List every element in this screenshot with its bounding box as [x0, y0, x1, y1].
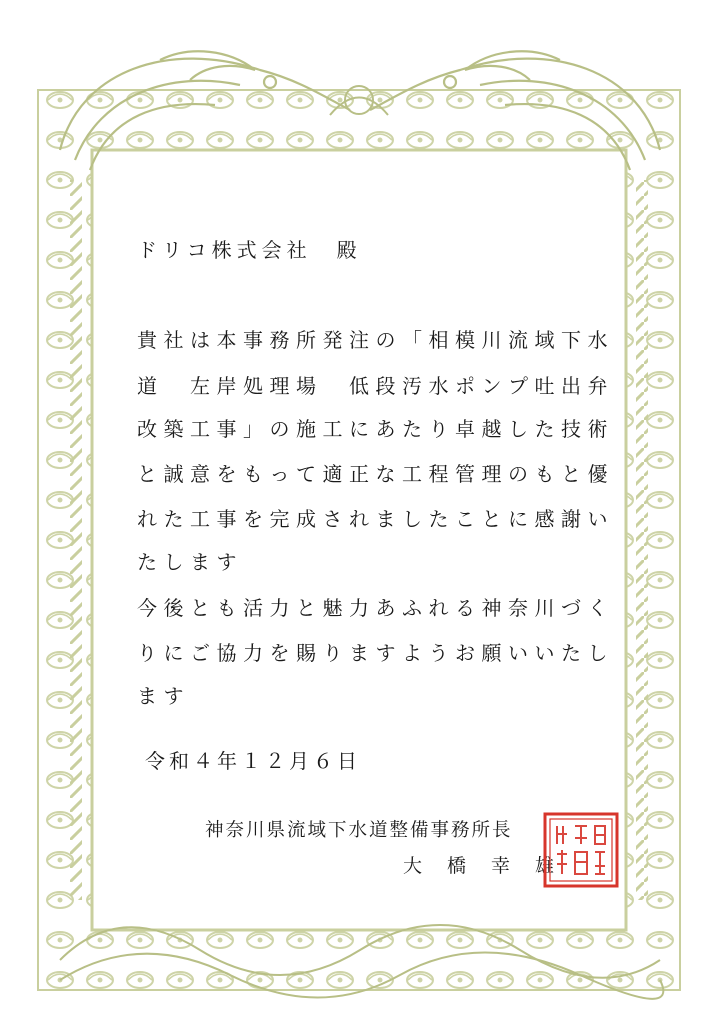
- issuer-organization: 神奈川県流域下水道整備事務所長: [205, 820, 513, 841]
- body-line: 道 左岸処理場 低段汚水ポンプ吐出弁: [137, 374, 614, 398]
- body-line: ます: [137, 684, 190, 708]
- body-line: と誠意をもって適正な工程管理のもと優: [137, 462, 614, 486]
- recipient: ドリコ株式会社 殿: [137, 238, 362, 262]
- issue-date: 令和４年１２月６日: [145, 749, 361, 773]
- official-seal: [543, 812, 619, 888]
- issuer-name: 大 橋 幸 雄: [403, 855, 558, 877]
- body-line: れた工事を完成されましたことに感謝い: [137, 507, 614, 531]
- body-line: たします: [137, 550, 243, 574]
- body-line: りにご協力を賜りますようお願いいたし: [137, 641, 614, 665]
- body-line: 貴社は本事務所発注の「相模川流域下水: [137, 328, 614, 352]
- body-line: 改築工事」の施工にあたり卓越した技術: [137, 417, 614, 441]
- body-line: 今後とも活力と魅力あふれる神奈川づく: [137, 596, 614, 620]
